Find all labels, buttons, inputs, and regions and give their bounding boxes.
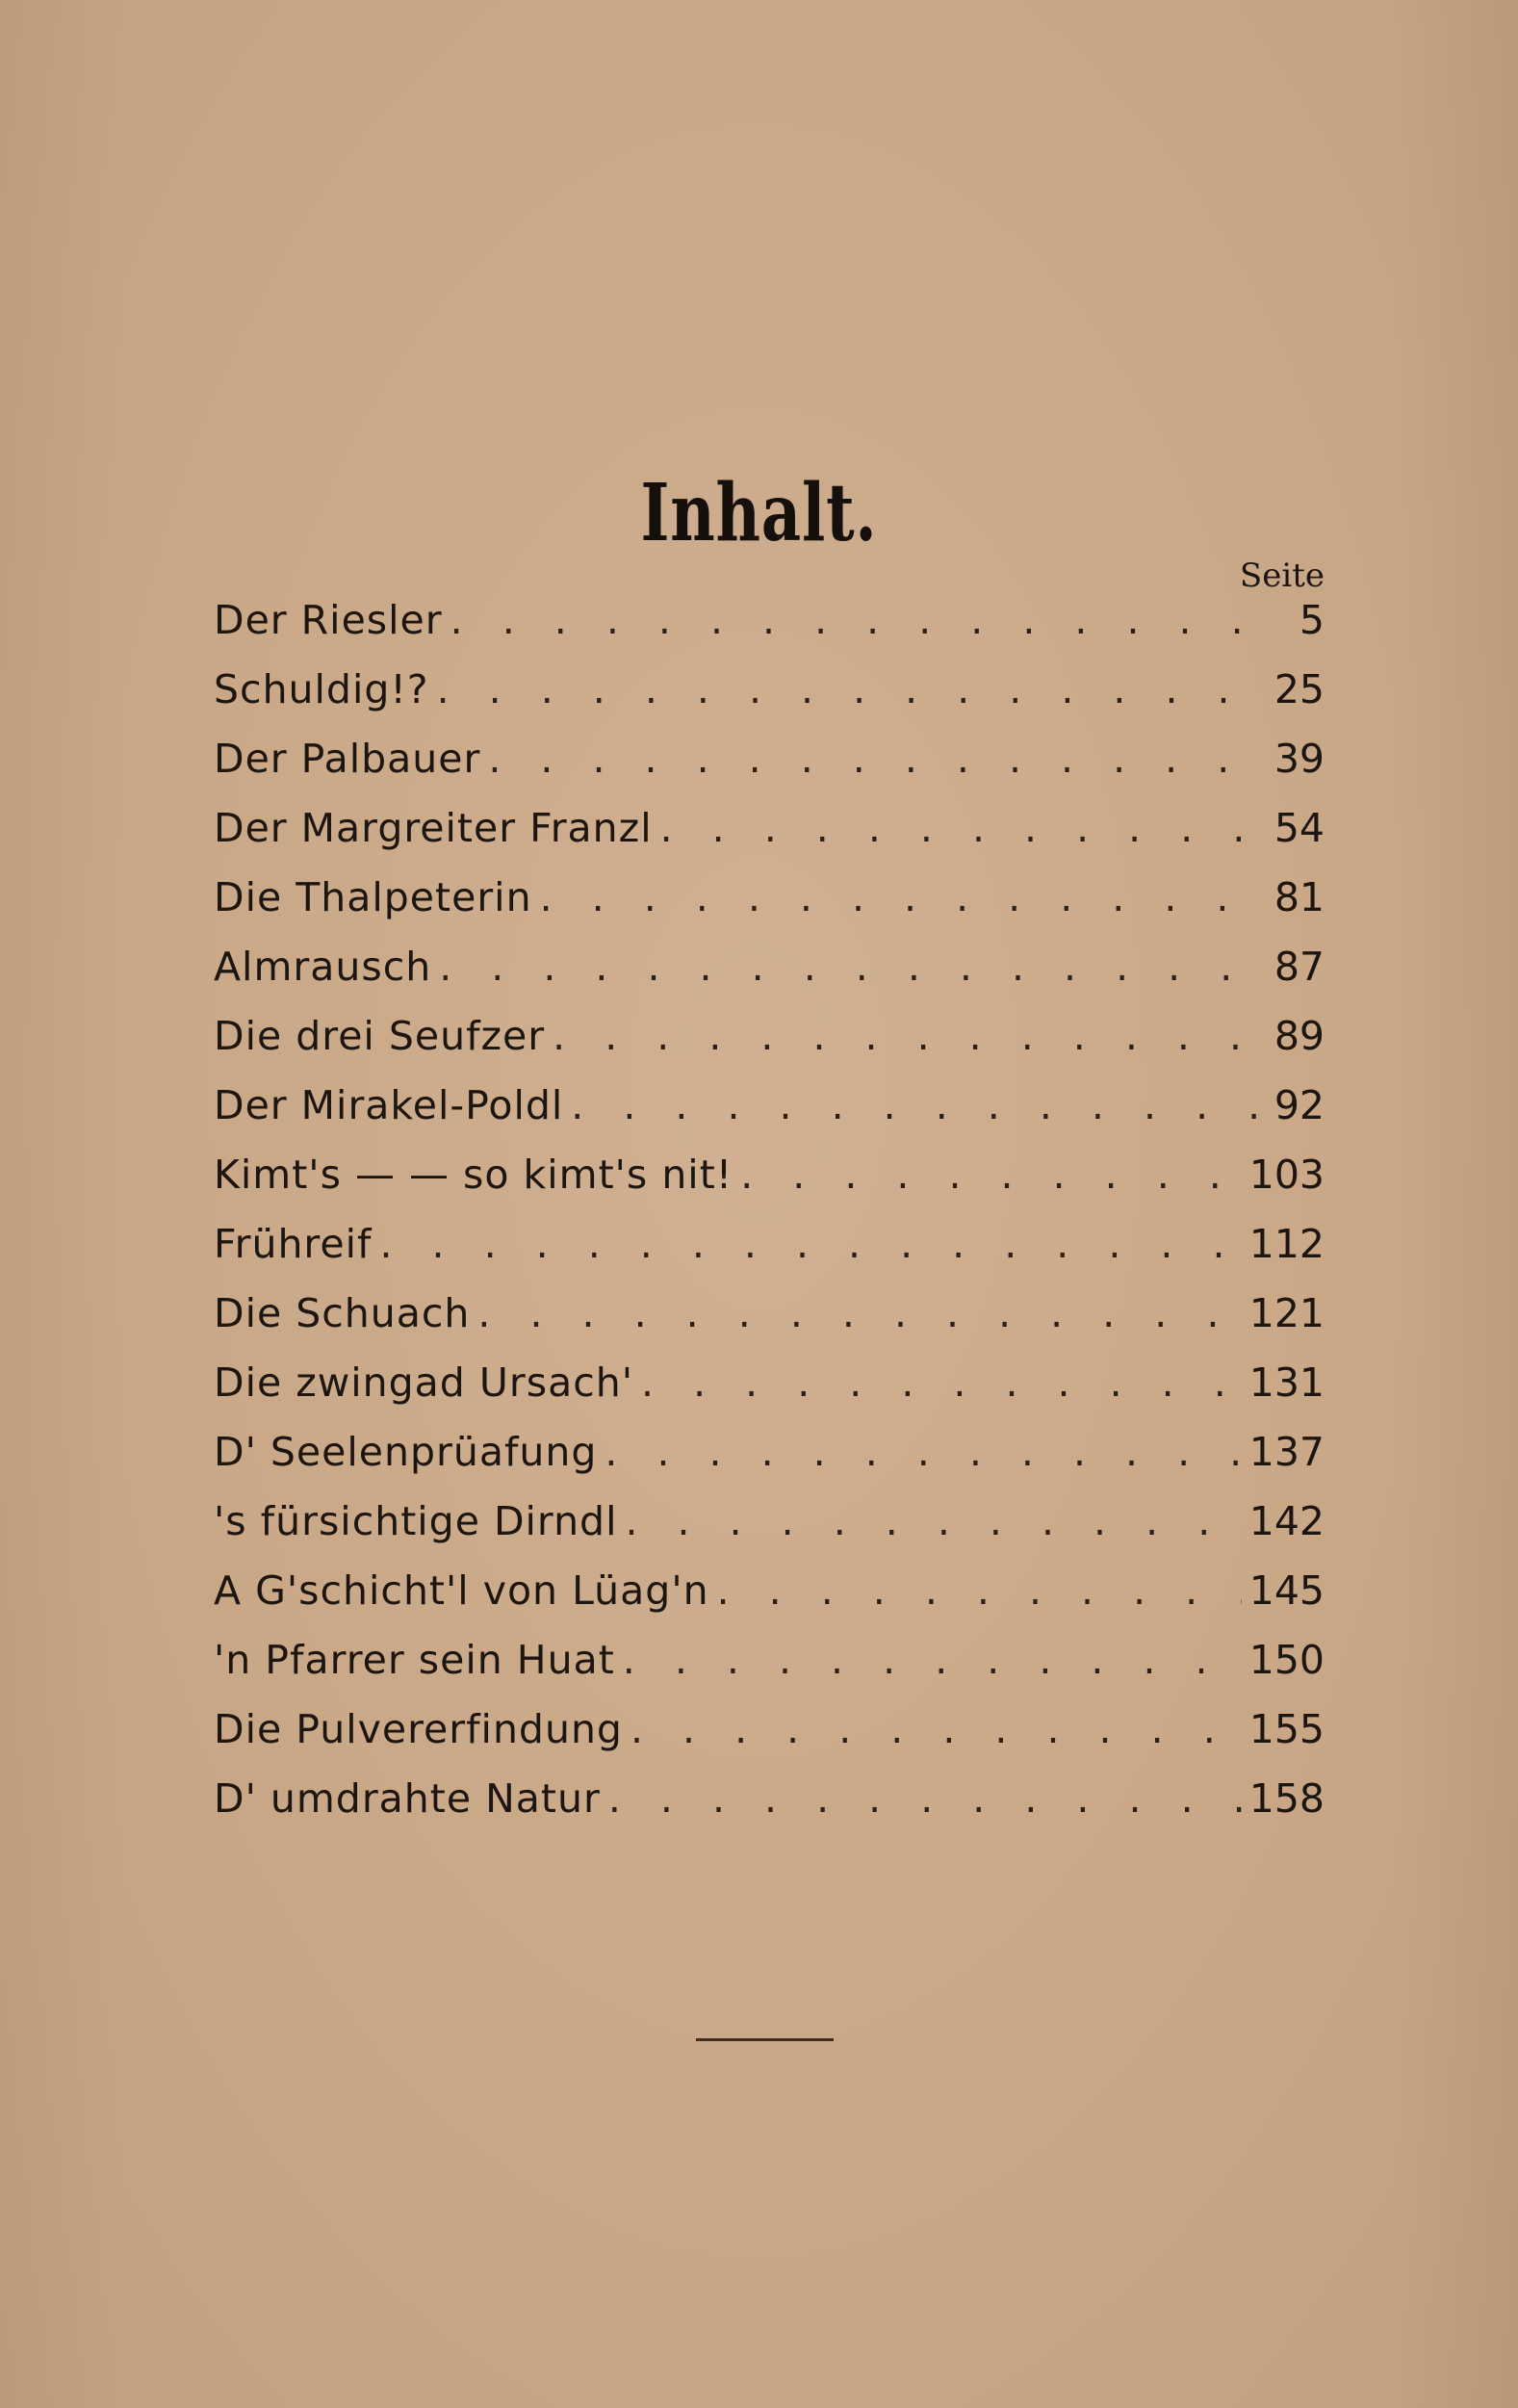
toc-entry-title: Die Pulvererfindung <box>214 1706 623 1752</box>
toc-entry <box>214 805 1325 874</box>
dot-leader <box>477 1290 1241 1336</box>
toc-entry-page: 150 <box>1248 1637 1325 1683</box>
toc-entry-page: 121 <box>1248 1290 1325 1336</box>
toc-entry-title: A G'schicht'l von Lüag'n <box>214 1567 709 1614</box>
dot-leader <box>540 874 1259 920</box>
toc-entry-title: Der Margreiter Franzl <box>214 805 653 851</box>
toc-entry-page: 158 <box>1248 1775 1325 1822</box>
toc-entry-page: 5 <box>1299 597 1325 643</box>
toc-entry-title: D' umdrahte Natur <box>214 1775 601 1822</box>
table-of-contents <box>214 597 1325 1845</box>
toc-entry-title: Frühreif <box>214 1221 373 1267</box>
dot-leader <box>379 1221 1241 1267</box>
toc-entry-title: Der Riesler <box>214 597 443 643</box>
toc-entry-title: Die Schuach <box>214 1290 471 1336</box>
toc-entry <box>214 597 1325 666</box>
toc-entry-title: D' Seelenprüafung <box>214 1429 598 1475</box>
toc-entry <box>214 1498 1325 1567</box>
toc-entry-page: 81 <box>1274 874 1325 920</box>
dot-leader <box>437 666 1259 712</box>
toc-entry <box>214 1013 1325 1082</box>
dot-leader <box>450 597 1259 643</box>
toc-entry-title: 's fürsichtige Dirndl <box>214 1498 618 1544</box>
dot-leader <box>625 1498 1241 1544</box>
toc-entry-title: Kimt's — — so kimt's nit! <box>214 1152 733 1198</box>
toc-entry <box>214 1359 1325 1429</box>
toc-entry-title: Der Mirakel-Poldl <box>214 1082 564 1128</box>
toc-entry <box>214 1152 1325 1221</box>
toc-entry-page: 89 <box>1274 1013 1325 1059</box>
toc-entry-title: Die Thalpeterin <box>214 874 532 920</box>
toc-entry-page: 142 <box>1248 1498 1325 1544</box>
page-title: Inhalt. <box>640 466 878 559</box>
dot-leader <box>608 1775 1242 1822</box>
toc-entry <box>214 1637 1325 1706</box>
toc-entry-page: 25 <box>1274 666 1325 712</box>
toc-entry-page: 137 <box>1248 1429 1325 1475</box>
toc-entry-title: Der Palbauer <box>214 736 481 782</box>
toc-entry <box>214 1775 1325 1845</box>
toc-entry-page: 87 <box>1274 944 1325 990</box>
toc-entry-title: Die drei Seufzer <box>214 1013 546 1059</box>
toc-entry <box>214 1221 1325 1290</box>
dot-leader <box>439 944 1259 990</box>
toc-entry <box>214 874 1325 944</box>
toc-entry-title: Die zwingad Ursach' <box>214 1359 634 1406</box>
toc-entry-page: 39 <box>1274 736 1325 782</box>
toc-entry <box>214 736 1325 805</box>
toc-entry <box>214 1082 1325 1152</box>
toc-entry-page: 131 <box>1248 1359 1325 1406</box>
dot-leader <box>553 1013 1259 1059</box>
closing-rule <box>696 2038 834 2041</box>
toc-entry-page: 92 <box>1274 1082 1325 1128</box>
dot-leader <box>641 1359 1242 1406</box>
dot-leader <box>605 1429 1241 1475</box>
toc-entry-title: Almrausch <box>214 944 432 990</box>
toc-entry <box>214 666 1325 736</box>
toc-entry <box>214 1706 1325 1775</box>
toc-entry-page: 155 <box>1248 1706 1325 1752</box>
toc-entry-page: 103 <box>1248 1152 1325 1198</box>
dot-leader <box>488 736 1259 782</box>
toc-entry-title: Schuldig!? <box>214 666 429 712</box>
toc-entry-page: 54 <box>1274 805 1325 851</box>
dot-leader <box>660 805 1259 851</box>
dot-leader <box>740 1152 1242 1198</box>
toc-entry <box>214 944 1325 1013</box>
toc-entry <box>214 1567 1325 1637</box>
dot-leader <box>623 1637 1242 1683</box>
toc-entry-page: 112 <box>1248 1221 1325 1267</box>
toc-entry-title: 'n Pfarrer sein Huat <box>214 1637 615 1683</box>
dot-leader <box>571 1082 1259 1128</box>
dot-leader <box>630 1706 1242 1752</box>
dot-leader <box>717 1567 1242 1614</box>
page-column-label: Seite <box>1239 557 1325 595</box>
toc-entry <box>214 1290 1325 1359</box>
toc-entry <box>214 1429 1325 1498</box>
toc-entry-page: 145 <box>1248 1567 1325 1614</box>
